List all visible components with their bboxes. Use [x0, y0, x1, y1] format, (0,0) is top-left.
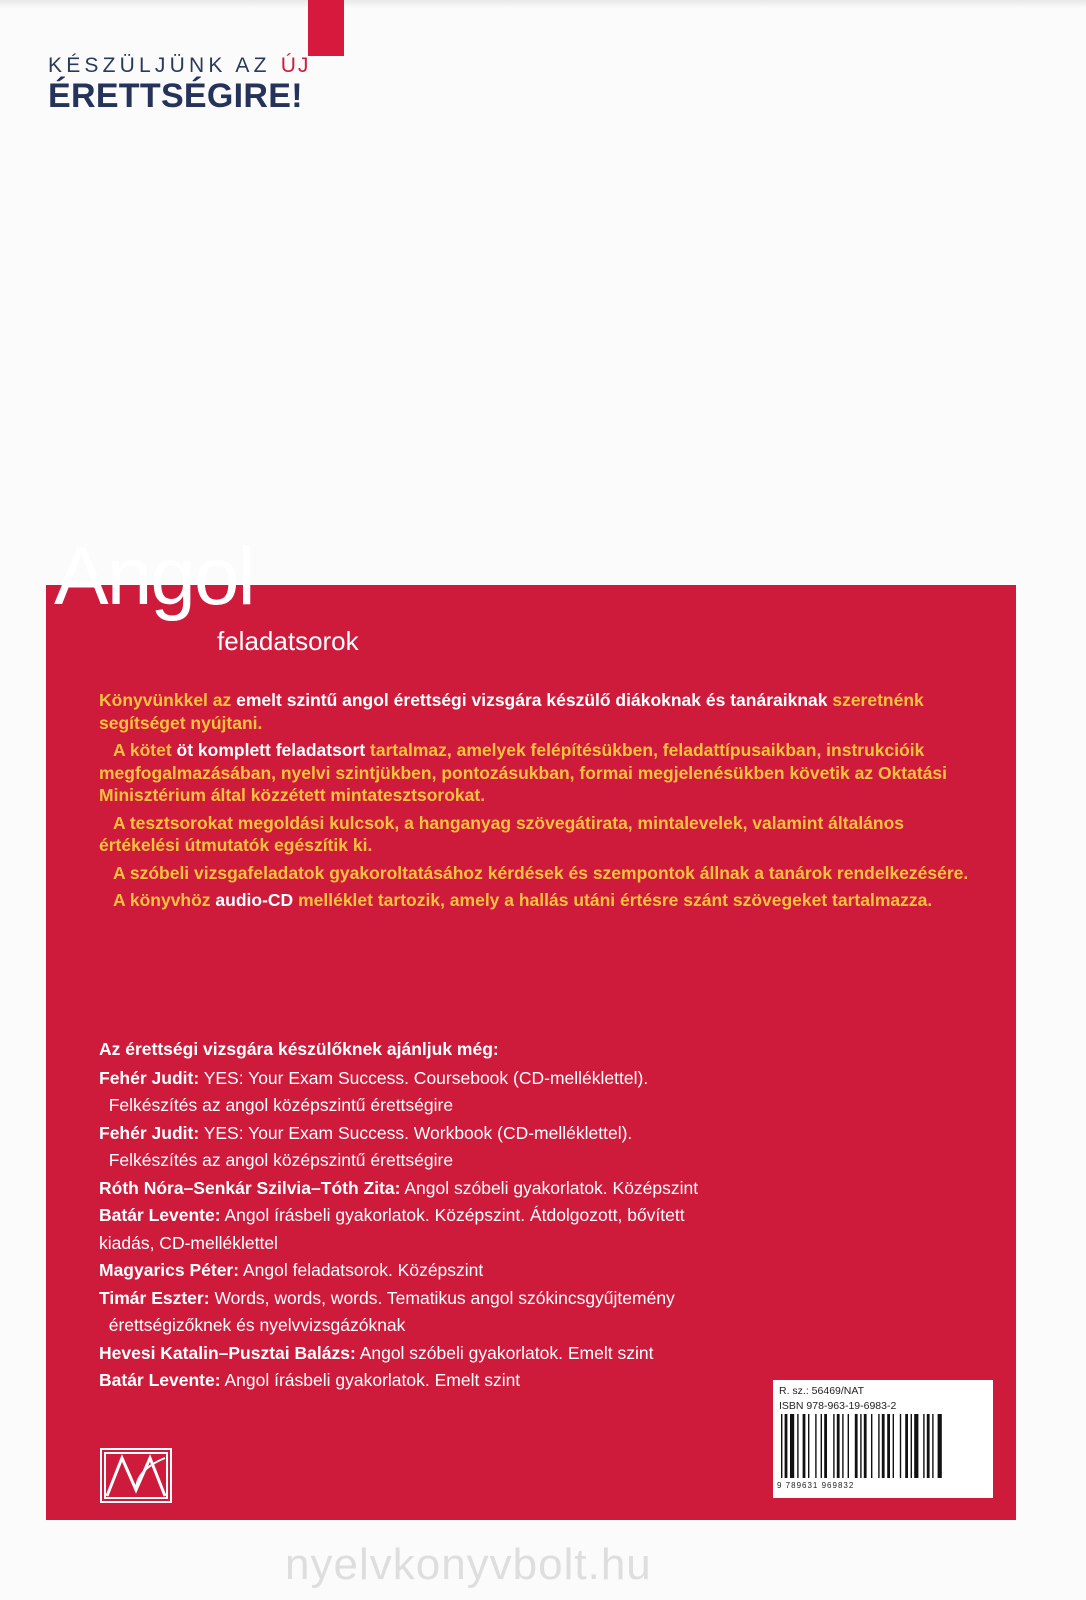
watermark: nyelvkonyvbolt.hu	[285, 1540, 652, 1589]
recommendations-list	[99, 1036, 979, 1395]
publisher-logo-icon	[100, 1448, 172, 1503]
description-paragraph-5: A könyvhöz audio-CD melléklet tartozik, amely a hallás utáni értésre szánt szövegeket tartalmazza.	[113, 890, 933, 910]
description-paragraph-4: A szóbeli vizsgafeladatok gyakoroltatásához kérdések és szempontok állnak a tanárok rendelkezésére.	[113, 862, 969, 883]
description-paragraph-1: Könyvünkkel az emelt szintű angol érettségi vizsgára készülő diákoknak és tanáraiknak szeretnénk segítséget nyújtani.	[99, 690, 924, 733]
barcode-digits: 9 789631 969832	[777, 1481, 855, 1490]
book-title: Angol	[54, 531, 254, 622]
registration-number: R. sz.: 56469/NAT	[779, 1385, 865, 1397]
series-red-accent	[308, 0, 344, 56]
list-item: Timár Eszter: Words, words, words. Tematikus angol szókincsgyűjtemény érettségizőknek és nyelvvizsgázóknak	[99, 1287, 675, 1335]
list-item: Fehér Judit: YES: Your Exam Success. Workbook (CD-melléklettel). Felkészítés az angol középszintű érettségire	[99, 1122, 633, 1170]
description-paragraph-3: A tesztsorokat megoldási kulcsok, a hanganyag szövegátirata, mintalevelek, valamint általános értékelési útmutatók egészítik ki.	[99, 812, 905, 855]
list-item: Magyarics Péter: Angol feladatsorok. Középszint	[99, 1260, 484, 1280]
series-prefix: KÉSZÜLJÜNK AZ	[48, 54, 271, 77]
series-title: ÉRETTSÉGIRE!	[48, 77, 303, 115]
series-tagline	[48, 54, 310, 78]
description-paragraph-2: A kötet öt komplett feladatsort tartalmaz, amelyek felépítésükben, feladattípusaikban, instrukcióik megfogalmazásában, nyelvi szintjükben, pontozásukban, formai megjelenésükben követik az Oktatási Minisztérium által közzétett mintatesztsorokat.	[99, 740, 948, 805]
list-item: Hevesi Katalin–Pusztai Balázs: Angol szóbeli gyakorlatok. Emelt szint	[99, 1342, 654, 1363]
series-new-label: ÚJ	[280, 54, 311, 77]
barcode-icon	[779, 1414, 987, 1480]
publisher-logo-graphic	[102, 1450, 170, 1501]
recommendations-heading: Az érettségi vizsgára készülőknek ajánljuk még:	[99, 1039, 499, 1059]
isbn: ISBN 978-963-19-6983-2	[779, 1400, 897, 1412]
barcode-box	[773, 1380, 993, 1498]
series-badge	[48, 54, 310, 114]
top-edge	[0, 0, 1086, 8]
book-subtitle: feladatsorok	[217, 626, 359, 656]
list-item: Fehér Judit: YES: Your Exam Success. Coursebook (CD-melléklettel). Felkészítés az angol középszintű érettségire	[99, 1067, 649, 1115]
list-item: Batár Levente: Angol írásbeli gyakorlatok. Emelt szint	[99, 1370, 521, 1390]
list-item: Róth Nóra–Senkár Szilvia–Tóth Zita: Angol szóbeli gyakorlatok. Középszint	[99, 1177, 699, 1198]
book-description	[99, 689, 979, 917]
list-item: Batár Levente: Angol írásbeli gyakorlatok. Középszint. Átdolgozott, bővített kiadás, CD-melléklettel	[99, 1205, 685, 1253]
